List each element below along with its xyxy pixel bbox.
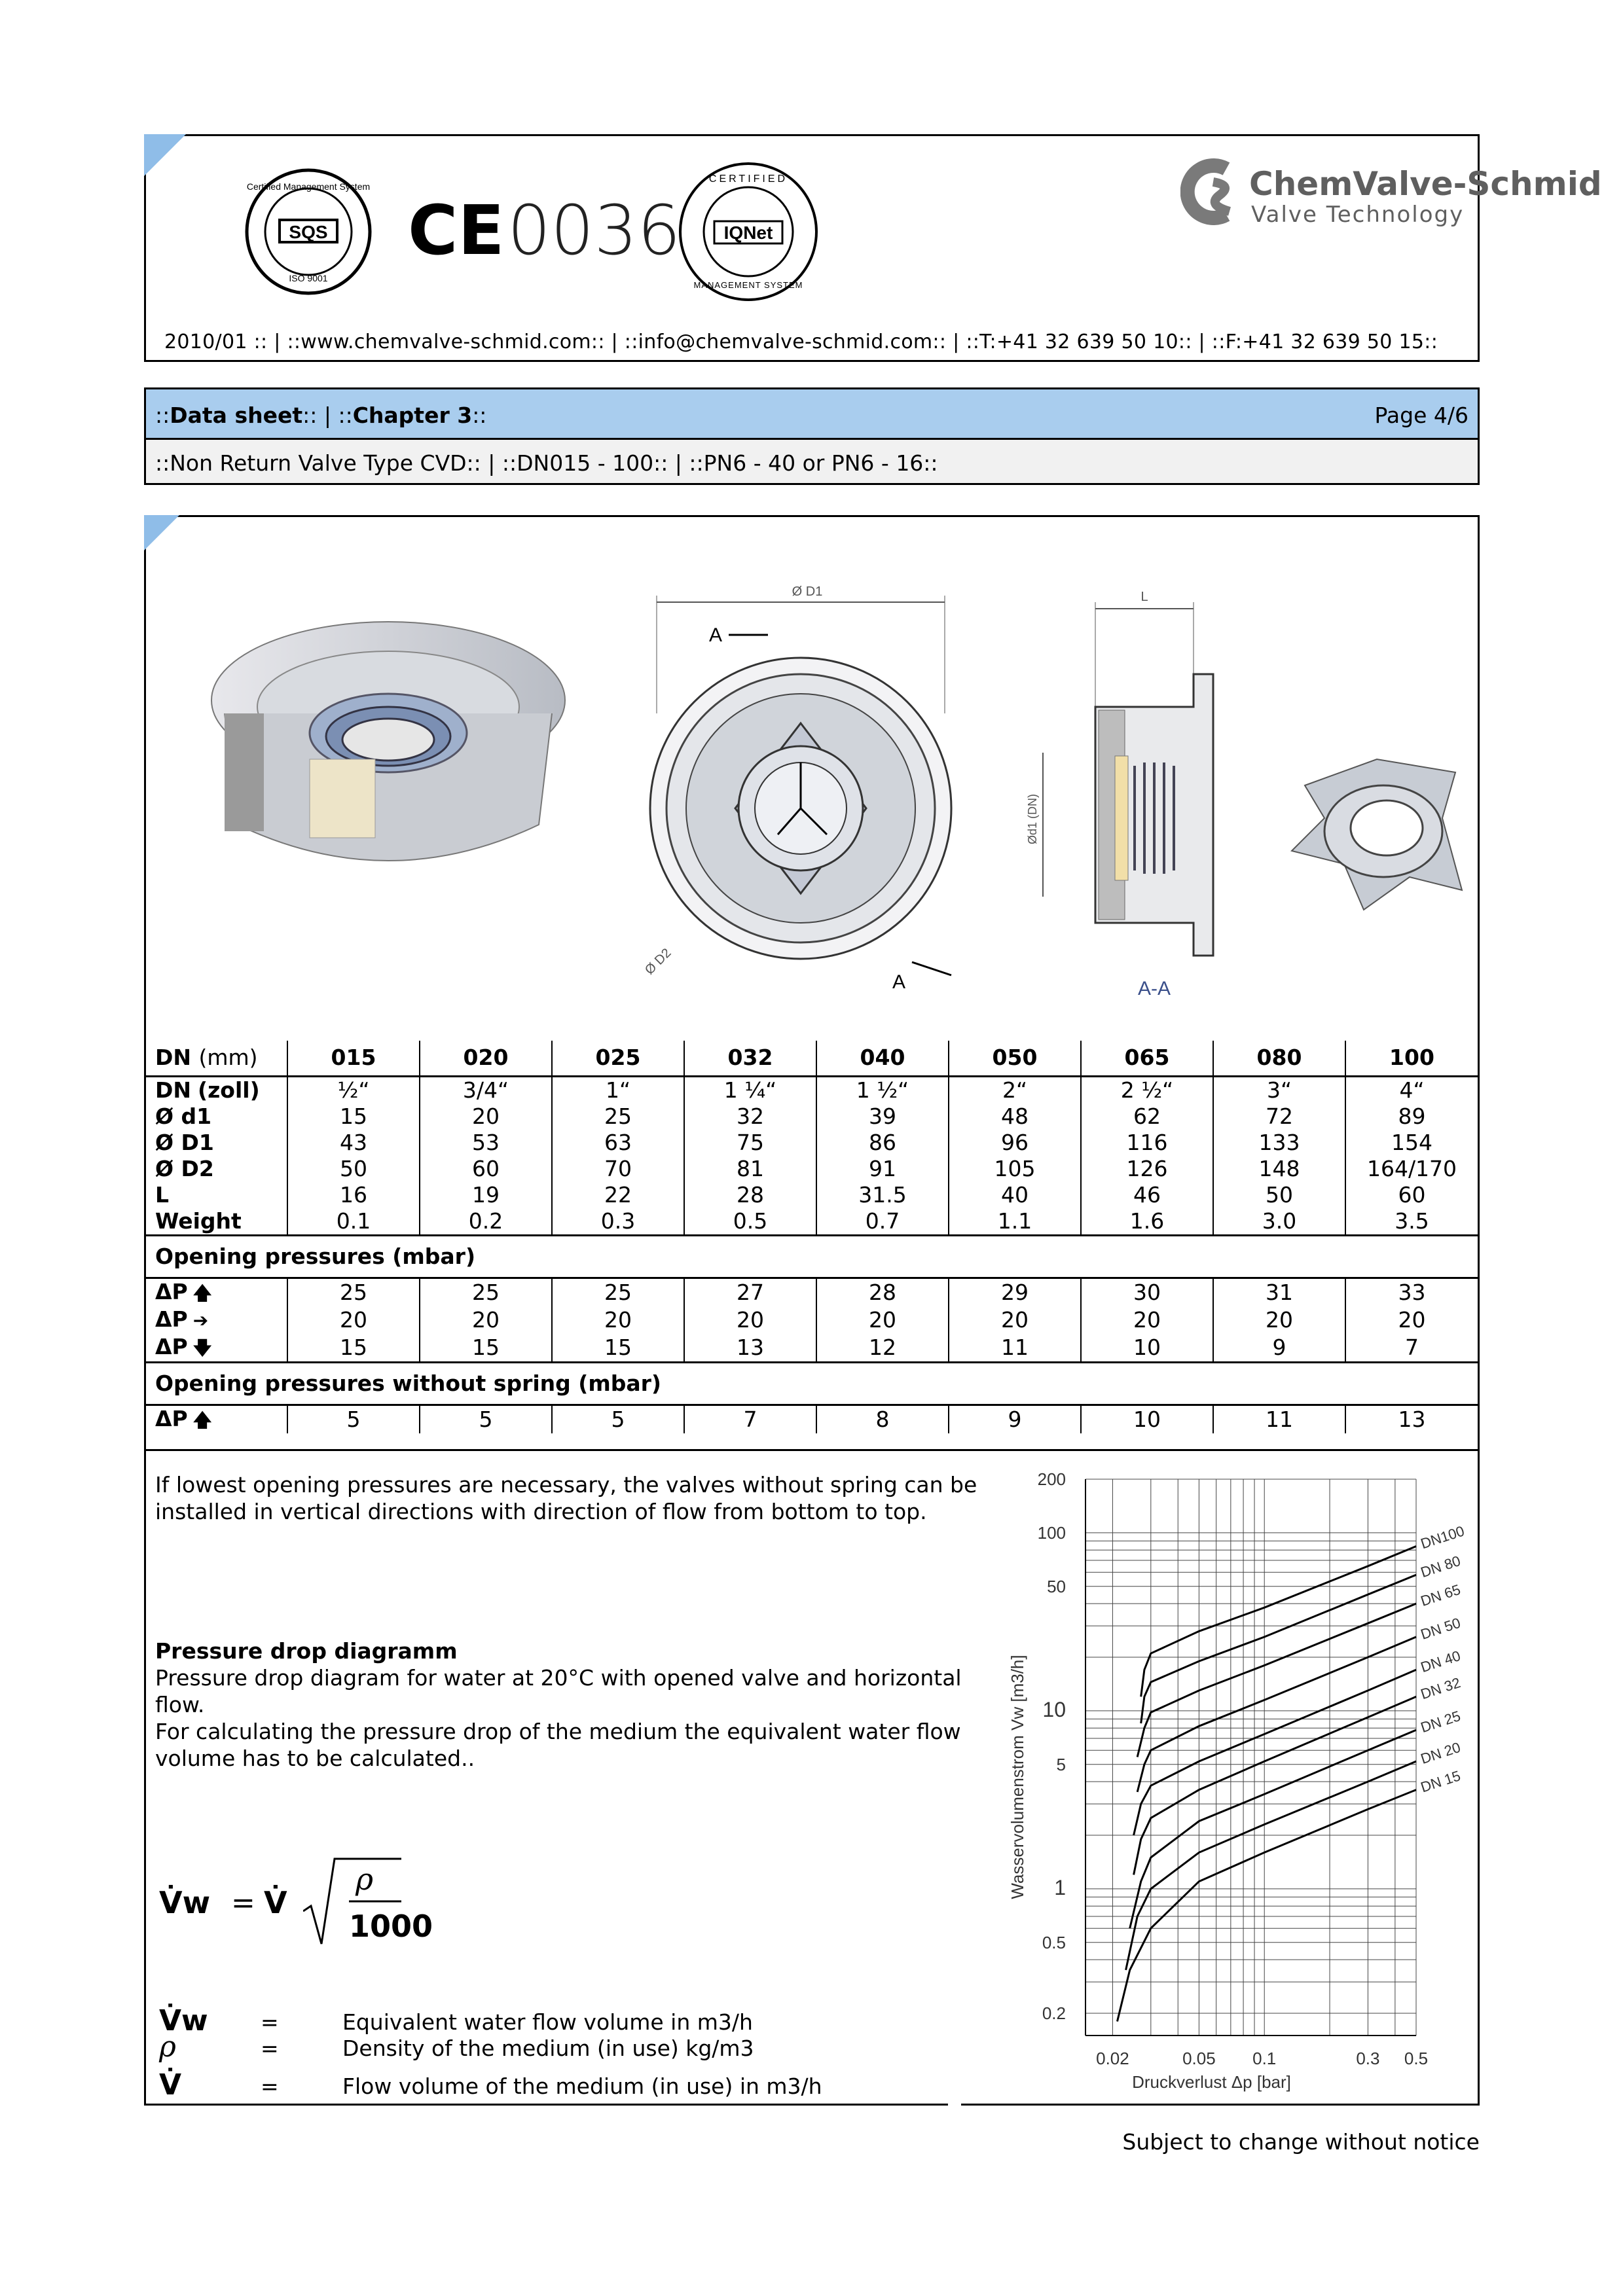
table-cell: 20 xyxy=(420,1306,552,1334)
series-line xyxy=(1134,1670,1416,1835)
svg-text:Certified Management System: Certified Management System xyxy=(246,181,371,192)
table-cell: 96 xyxy=(949,1130,1081,1156)
y-tick-label: 5 xyxy=(1056,1754,1066,1774)
title-band xyxy=(144,387,1480,440)
main-box: Ø D1 A Ø D2 A L Ød1 (DN) A-A DN (mm) 015 020 025 032 040 050 065 080 100 DN (zoll) ½“ 3/4“ 1“ 1 ¼“ 1 ½“ 2“ 2 ½“ 3“ 4“ Ø d1 15 20 25 32 39 48 62 72 89 Ø D1 43 53 63 75 86 96 116 133 154 Ø D2 50 60 70 81 91 105 126 148 164/170 L 16 19 22 28 31.5 40 46 50 60 Weight 0.1 0.2 0.3 0.5 0.7 1.1 1.6 3.0 3.5 Opening pressures (mbar) ΔP 🡅 25 25 25 27 28 29 30 31 33 ΔP ➔ 20 20 20 20 20 20 20 20 20 ΔP 🡇 15 15 15 13 12 11 10 9 7 Opening pressures without spring (mbar) ΔP 🡅 5 5 5 7 8 9 10 11 13 If lowest opening pressures are necessary, the valves without spring can be installed in vertical directions with direction of flow from bottom to top. Pressure drop diagramm Pressure drop diagram for water at 20°C with opened valve and horizontal flow. For calculating the pressure drop of the medium the equivalent water flow volume has to be calculated.. V̇w = V̇ ρ 1000 V̇w = Equivalent water flow volume in m3/h ρ = Density of the medium (in use) kg/m3 V̇ = Flow volume of the medium (in use) in m3/h 0.02 0.05 0.1 0.3 0.5 0.2 0.5 1 5 10 50 100 200 Druckverlust Δp [bar] Wasservolumenstrom Vw [m3/h] DN 15 DN 20 DN 25 DN 32 DN 40 DN 50 DN 65 DN 80 DN100 xyxy=(144,515,1480,2106)
series-line xyxy=(1141,1575,1416,1723)
row-label: Ø D2 xyxy=(155,1155,214,1181)
table-cell: 9 xyxy=(949,1405,1081,1433)
table-row xyxy=(146,1103,1478,1130)
table-row xyxy=(146,1182,1478,1208)
svg-text:ISO 9001: ISO 9001 xyxy=(289,273,328,283)
arrow-icon: 🡅 xyxy=(192,1408,212,1431)
table-cell: 63 xyxy=(552,1130,684,1156)
table-cell: 1.6 xyxy=(1081,1208,1213,1236)
series-label: DN 32 xyxy=(1418,1674,1463,1703)
table-cell: 9 xyxy=(1213,1334,1345,1363)
svg-text:CERTIFIED: CERTIFIED xyxy=(708,173,788,185)
table-cell: 11 xyxy=(1213,1405,1345,1433)
table-cell: 40 xyxy=(949,1182,1081,1208)
table-cell: 1.1 xyxy=(949,1208,1081,1236)
spring-note: If lowest opening pressures are necessary, the valves without spring can be installed in vertical directions with direction of flow from bottom to top. xyxy=(155,1472,977,1524)
svg-text:Ø D1: Ø D1 xyxy=(792,584,823,599)
table-cell: 0.3 xyxy=(552,1208,684,1236)
dn-mm-row: DN (mm) 015 020 025 032 040 050 065 080 100 xyxy=(146,1041,1478,1076)
table-cell: 75 xyxy=(684,1130,816,1156)
table-cell: 12 xyxy=(816,1334,949,1363)
svg-text:Ø D2: Ø D2 xyxy=(642,945,674,978)
arrow-icon: 🡅 xyxy=(192,1282,212,1304)
table-cell: 148 xyxy=(1213,1156,1345,1182)
arrow-icon: ➔ xyxy=(192,1309,209,1331)
table-cell: 20 xyxy=(1081,1306,1213,1334)
table-cell: 3/4“ xyxy=(420,1076,552,1103)
x-tick-label: 0.05 xyxy=(1182,2049,1216,2068)
table-cell: 30 xyxy=(1081,1278,1213,1306)
opening-title-row: Opening pressures (mbar) xyxy=(146,1235,1478,1278)
table-cell: 11 xyxy=(949,1334,1081,1363)
table-cell: 3“ xyxy=(1213,1076,1345,1103)
series-label: DN 15 xyxy=(1418,1767,1463,1796)
table-cell: 60 xyxy=(420,1156,552,1182)
series-label: DN 50 xyxy=(1418,1614,1463,1643)
table-cell: 81 xyxy=(684,1156,816,1182)
iqnet-logo xyxy=(676,160,820,304)
table-cell: 25 xyxy=(420,1278,552,1306)
y-tick-label: 10 xyxy=(1042,1697,1066,1721)
spec-table xyxy=(146,1041,1478,1433)
table-cell: 72 xyxy=(1213,1103,1345,1130)
y-tick-label: 0.5 xyxy=(1042,1932,1066,1952)
table-cell: 0.7 xyxy=(816,1208,949,1236)
subtitle-band xyxy=(144,438,1480,485)
y-axis-label: Wasservolumenstrom Vw [m3/h] xyxy=(1008,1655,1027,1899)
svg-text:IQNet: IQNet xyxy=(723,223,773,243)
chart-svg xyxy=(997,1466,1468,2094)
row-label: DN (zoll) xyxy=(155,1077,260,1103)
series-line xyxy=(1130,1730,1416,1928)
table-cell: 50 xyxy=(1213,1182,1345,1208)
table-cell: 60 xyxy=(1345,1182,1478,1208)
table-cell: 3.0 xyxy=(1213,1208,1345,1236)
table-cell: 33 xyxy=(1345,1278,1478,1306)
table-cell: 133 xyxy=(1213,1130,1345,1156)
table-cell: 15 xyxy=(287,1334,420,1363)
series-line xyxy=(1137,1604,1416,1757)
table-cell: 8 xyxy=(816,1405,949,1433)
table-cell: 39 xyxy=(816,1103,949,1130)
table-row xyxy=(146,1405,1478,1433)
table-cell: 5 xyxy=(552,1405,684,1433)
table-cell: 25 xyxy=(552,1278,684,1306)
table-cell: 28 xyxy=(684,1182,816,1208)
svg-text:L: L xyxy=(1140,590,1148,604)
row-label: ΔP 🡅 xyxy=(155,1405,212,1431)
valve-front-view xyxy=(630,583,971,1001)
table-row xyxy=(146,1208,1478,1236)
table-cell: 53 xyxy=(420,1130,552,1156)
series-label: DN 25 xyxy=(1418,1707,1463,1736)
brand-logo-icon xyxy=(1180,156,1246,228)
x-tick-label: 0.02 xyxy=(1096,2049,1129,2068)
table-row xyxy=(146,1306,1478,1334)
y-tick-label: 200 xyxy=(1037,1469,1066,1489)
ce-number: 0036 xyxy=(507,190,681,270)
table-cell: 1 ¼“ xyxy=(684,1076,816,1103)
page-number: Page 4/6 xyxy=(1374,403,1468,428)
valve-cutaway-image xyxy=(198,609,578,890)
table-cell: 22 xyxy=(552,1182,684,1208)
table-cell: 31 xyxy=(1213,1278,1345,1306)
table-bottom-line xyxy=(146,1449,1478,1451)
y-tick-label: 0.2 xyxy=(1042,2003,1066,2024)
table-row xyxy=(146,1156,1478,1182)
table-cell: 7 xyxy=(1345,1334,1478,1363)
formula-eq: = xyxy=(231,1886,255,1920)
table-cell: 126 xyxy=(1081,1156,1213,1182)
pressure-drop-text1: Pressure drop diagram for water at 20°C with opened valve and horizontal flow. xyxy=(155,1665,962,1717)
table-cell: 13 xyxy=(1345,1405,1478,1433)
table-cell: 16 xyxy=(287,1182,420,1208)
sqs-logo xyxy=(243,166,374,297)
series-label: DN 65 xyxy=(1418,1581,1463,1609)
y-tick-label: 50 xyxy=(1047,1576,1066,1596)
x-tick-label: 0.1 xyxy=(1252,2049,1277,2068)
table-cell: 10 xyxy=(1081,1405,1213,1433)
svg-text:A-A: A-A xyxy=(1137,978,1171,999)
series-label: DN100 xyxy=(1418,1522,1467,1552)
table-cell: 50 xyxy=(287,1156,420,1182)
row-label: ΔP 🡇 xyxy=(155,1333,212,1359)
corner-tab xyxy=(144,134,186,176)
row-label: Ø D1 xyxy=(155,1129,214,1155)
table-cell: 164/170 xyxy=(1345,1156,1478,1182)
table-cell: 20 xyxy=(684,1306,816,1334)
table-cell: 3.5 xyxy=(1345,1208,1478,1236)
pressure-drop-chart xyxy=(997,1466,1468,2094)
table-cell: 4“ xyxy=(1345,1076,1478,1103)
row-label: L xyxy=(155,1181,170,1208)
x-axis-label: Druckverlust Δp [bar] xyxy=(1132,2072,1291,2092)
table-cell: 0.1 xyxy=(287,1208,420,1236)
formula-den: 1000 xyxy=(349,1909,433,1944)
table-cell: 20 xyxy=(552,1306,684,1334)
series-line xyxy=(1126,1761,1416,1970)
arrow-icon: 🡇 xyxy=(192,1336,212,1359)
corner-tab xyxy=(144,515,179,550)
svg-text:Ød1 (DN): Ød1 (DN) xyxy=(1026,793,1039,844)
table-cell: 1 ½“ xyxy=(816,1076,949,1103)
x-tick-label: 0.5 xyxy=(1404,2049,1429,2068)
table-row xyxy=(146,1278,1478,1306)
x-tick-label: 0.3 xyxy=(1356,2049,1380,2068)
y-tick-label: 1 xyxy=(1054,1875,1066,1899)
formula-lhs: V̇w xyxy=(159,1885,211,1920)
table-cell: 5 xyxy=(420,1405,552,1433)
table-cell: 20 xyxy=(949,1306,1081,1334)
series-label: DN 80 xyxy=(1418,1552,1463,1581)
table-row xyxy=(146,1130,1478,1156)
title-text: ::Data sheet:: | ::Chapter 3:: xyxy=(155,403,487,428)
formula-rhs: V̇ xyxy=(264,1885,287,1920)
ce-mark: CE xyxy=(408,190,505,270)
table-cell: 25 xyxy=(552,1103,684,1130)
table-cell: ½“ xyxy=(287,1076,420,1103)
pressure-drop-title: Pressure drop diagramm xyxy=(155,1638,458,1664)
table-cell: 5 xyxy=(287,1405,420,1433)
table-cell: 0.2 xyxy=(420,1208,552,1236)
table-cell: 15 xyxy=(287,1103,420,1130)
table-cell: 116 xyxy=(1081,1130,1213,1156)
table-cell: 91 xyxy=(816,1156,949,1182)
table-cell: 48 xyxy=(949,1103,1081,1130)
bottom-gap xyxy=(948,2102,961,2108)
table-cell: 2“ xyxy=(949,1076,1081,1103)
table-cell: 86 xyxy=(816,1130,949,1156)
brand-name: ChemValve-Schmid xyxy=(1249,165,1602,203)
table-cell: 20 xyxy=(816,1306,949,1334)
row-label: ΔP 🡅 xyxy=(155,1278,212,1304)
table-cell: 27 xyxy=(684,1278,816,1306)
footer-note: Subject to change without notice xyxy=(1122,2129,1480,2155)
series-label: DN 40 xyxy=(1418,1647,1463,1676)
table-cell: 10 xyxy=(1081,1334,1213,1363)
row-label: Weight xyxy=(155,1208,242,1234)
series-line xyxy=(1118,1790,1417,2022)
table-cell: 13 xyxy=(684,1334,816,1363)
svg-text:A: A xyxy=(709,624,723,646)
table-cell: 2 ½“ xyxy=(1081,1076,1213,1103)
table-cell: 19 xyxy=(420,1182,552,1208)
formula xyxy=(159,1852,486,1950)
valve-disc-image xyxy=(1285,746,1475,923)
table-cell: 32 xyxy=(684,1103,816,1130)
table-cell: 20 xyxy=(420,1103,552,1130)
table-cell: 70 xyxy=(552,1156,684,1182)
table-cell: 105 xyxy=(949,1156,1081,1182)
table-cell: 0.5 xyxy=(684,1208,816,1236)
valve-section-view xyxy=(1017,589,1252,1008)
table-cell: 20 xyxy=(287,1306,420,1334)
table-cell: 28 xyxy=(816,1278,949,1306)
pressure-drop-text2: For calculating the pressure drop of the medium the equivalent water flow volume has to be calculated.. xyxy=(155,1719,961,1771)
table-cell: 15 xyxy=(552,1334,684,1363)
table-cell: 46 xyxy=(1081,1182,1213,1208)
svg-text:SQS: SQS xyxy=(289,222,328,242)
table-cell: 62 xyxy=(1081,1103,1213,1130)
table-row xyxy=(146,1076,1478,1103)
formula-rho: ρ xyxy=(356,1861,374,1897)
header-box xyxy=(144,134,1602,362)
series-label: DN 20 xyxy=(1418,1738,1463,1767)
table-row xyxy=(146,1334,1478,1363)
row-label: ΔP ➔ xyxy=(155,1306,209,1332)
table-cell: 7 xyxy=(684,1405,816,1433)
brand-tagline: Valve Technology xyxy=(1251,202,1465,228)
row-label: Ø d1 xyxy=(155,1103,212,1129)
table-cell: 154 xyxy=(1345,1130,1478,1156)
table-cell: 20 xyxy=(1345,1306,1478,1334)
nospring-title-row: Opening pressures without spring (mbar) xyxy=(146,1362,1478,1405)
contact-line: 2010/01 :: | ::www.chemvalve-schmid.com:: | ::info@chemvalve-schmid.com:: | ::T:+41 32 639 50 10:: | ::F:+41 32 639 50 15:: xyxy=(164,331,1438,353)
table-cell: 20 xyxy=(1213,1306,1345,1334)
y-tick-label: 100 xyxy=(1037,1522,1066,1543)
svg-text:MANAGEMENT SYSTEM: MANAGEMENT SYSTEM xyxy=(693,280,803,290)
table-cell: 31.5 xyxy=(816,1182,949,1208)
table-cell: 29 xyxy=(949,1278,1081,1306)
table-cell: 1“ xyxy=(552,1076,684,1103)
svg-text:A: A xyxy=(892,971,906,993)
table-cell: 43 xyxy=(287,1130,420,1156)
table-cell: 15 xyxy=(420,1334,552,1363)
table-cell: 89 xyxy=(1345,1103,1478,1130)
subtitle-text: ::Non Return Valve Type CVD:: | ::DN015 - 100:: | ::PN6 - 40 or PN6 - 16:: xyxy=(155,450,938,476)
table-cell: 25 xyxy=(287,1278,420,1306)
